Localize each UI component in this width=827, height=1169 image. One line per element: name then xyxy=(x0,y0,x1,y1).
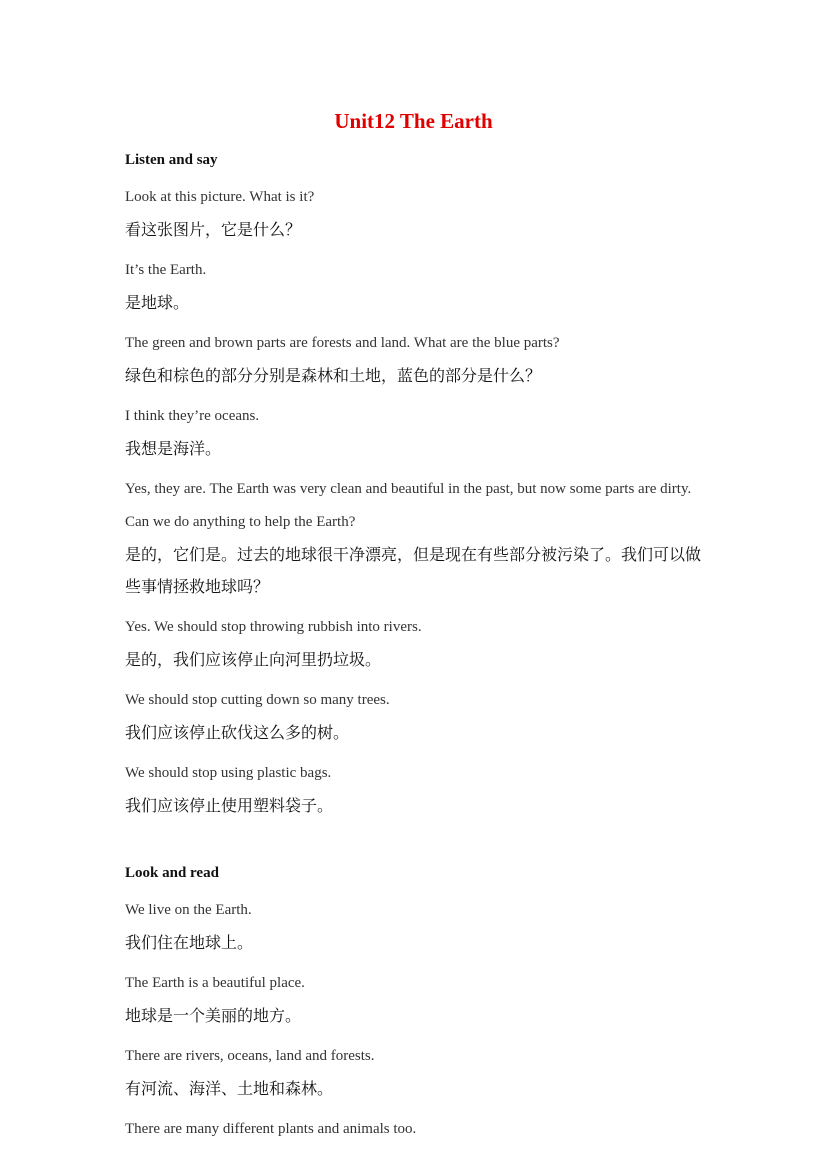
english-line: Yes. We should stop throwing rubbish into rivers. xyxy=(125,619,422,635)
english-line: There are many different plants and animals too. xyxy=(125,1121,417,1137)
chinese-line: 是地球。 xyxy=(125,293,190,312)
chinese-line: 是的，我们应该停止向河里扔垃圾。 xyxy=(125,650,382,669)
dialogue-pair xyxy=(125,684,715,749)
english-line: We live on the Earth. xyxy=(125,902,252,918)
section-spacer xyxy=(125,830,715,862)
english-line: Yes, they are. The Earth was very clean and beautiful in the past, but now some parts are dirty. Can we do anything to help the Earth? xyxy=(125,481,692,530)
english-line: The Earth is a beautiful place. xyxy=(125,975,305,991)
dialogue-pair xyxy=(125,254,715,319)
english-line: It’s the Earth. xyxy=(125,262,207,278)
section-heading: Look and read xyxy=(125,865,219,881)
dialogue-pair xyxy=(125,473,715,603)
document-body xyxy=(125,149,715,1154)
english-line: Look at this picture. What is it? xyxy=(125,189,315,205)
section-heading: Listen and say xyxy=(125,152,218,168)
chinese-line: 我们应该停止砍伐这么多的树。 xyxy=(125,723,350,742)
chinese-line: 我们应该停止使用塑料袋子。 xyxy=(125,796,334,815)
chinese-line: 绿色和棕色的部分分别是森林和土地，蓝色的部分是什么？ xyxy=(125,366,542,385)
reading-pair xyxy=(125,894,715,959)
reading-pair xyxy=(125,1040,715,1105)
dialogue-pair xyxy=(125,181,715,246)
chinese-line: 有河流、海洋、土地和森林。 xyxy=(125,1079,334,1098)
english-line: I think they’re oceans. xyxy=(125,408,260,424)
dialogue-pair xyxy=(125,400,715,465)
english-line: We should stop using plastic bags. xyxy=(125,765,332,781)
english-line: There are rivers, oceans, land and forests. xyxy=(125,1048,375,1064)
section-listen-and-say xyxy=(125,149,715,822)
reading-pair xyxy=(125,967,715,1032)
english-line: The green and brown parts are forests and land. What are the blue parts? xyxy=(125,335,560,351)
chinese-line: 是的，它们是。过去的地球很干净漂亮，但是现在有些部分被污染了。我们可以做些事情拯救地球吗？ xyxy=(125,545,702,596)
document-title: Unit12 The Earth xyxy=(334,109,493,133)
reading-pair xyxy=(125,1113,715,1146)
chinese-line: 看这张图片，它是什么？ xyxy=(125,220,302,239)
english-line: We should stop cutting down so many trees. xyxy=(125,692,390,708)
chinese-line: 地球是一个美丽的地方。 xyxy=(125,1006,302,1025)
chinese-line: 我们住在地球上。 xyxy=(125,933,254,952)
chinese-line: 我想是海洋。 xyxy=(125,439,222,458)
section-look-and-read xyxy=(125,862,715,1146)
dialogue-pair xyxy=(125,757,715,822)
dialogue-pair xyxy=(125,611,715,676)
dialogue-pair xyxy=(125,327,715,392)
